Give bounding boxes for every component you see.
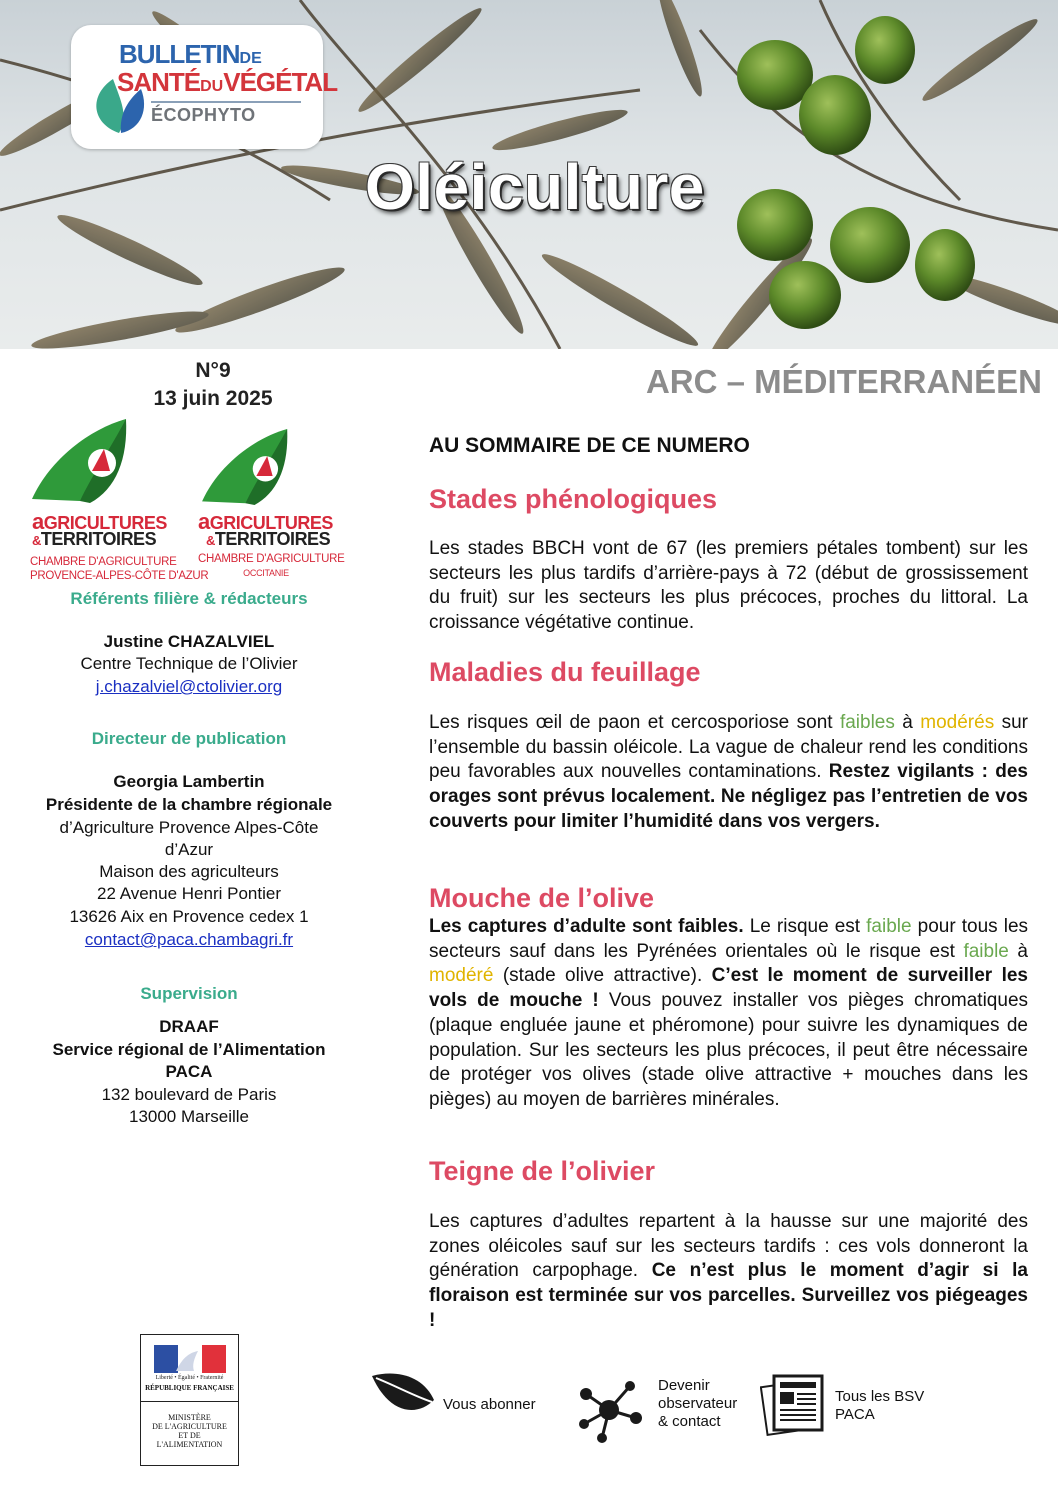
bsv-logo-line2: SANTÉDUVÉGÉTAL — [117, 67, 338, 97]
chamber-paca-sub: CHAMBRE D'AGRICULTURE PROVENCE-ALPES-CÔTE D'AZUR — [30, 556, 209, 582]
marianne-flag-icon — [154, 1345, 226, 1373]
risk-low-label: faibles — [839, 712, 895, 733]
referents-heading: Référents filière & rédacteurs — [70, 589, 308, 608]
chamber-paca-name2: &TERRITOIRES — [32, 529, 157, 549]
ministry-divider — [141, 1401, 238, 1402]
bsv-logo — [71, 25, 338, 149]
director-name: Georgia Lambertin — [113, 772, 265, 791]
chamber-occitanie-name2: &TERRITOIRES — [206, 529, 331, 549]
page-title: Oléiculture — [365, 151, 705, 223]
section-text-mouche: Les captures d’adulte sont faibles. Le risque est faible pour tous les secteurs sauf dans les Pyrénées orientales où le risque est faible à modéré (stade olive attractive). C’est le moment de surveiller les vols de mouche ! Vous pouvez installer vos pièges chromatiques (plaque engluée jaune et phéromone) pour suivre les dynamiques de population. Sur les secteurs les plus précoces, il peut être nécessaire de protéger vos olives (stade olive attractive + mouches dans les pièges) au moyen de barrières minérales. — [429, 916, 1029, 1110]
all-bulletins-link[interactable] — [760, 1372, 950, 1442]
ministry-motto: Liberté • Égalité • Fraternité — [155, 1375, 224, 1381]
section-title-mouche: Mouche de l’olive — [429, 883, 655, 913]
director-org-line2: d’Azur — [164, 840, 214, 859]
ministry-country: RÉPUBLIQUE FRANÇAISE — [145, 1384, 234, 1392]
supervision-name: DRAAF — [159, 1017, 219, 1036]
director-title: Présidente de la chambre régionale — [45, 795, 333, 814]
all-bulletins-label: Tous les BSV PACA — [835, 1388, 925, 1423]
ministry-name: MINISTÈRE DE L'AGRICULTURE ET DE L'ALIMENTATION — [152, 1413, 227, 1449]
network-icon — [572, 1372, 646, 1446]
observer-link[interactable] — [572, 1372, 752, 1452]
section-text-stades: Les stades BBCH vont de 67 (les premiers pétales tombent) sur les secteurs les plus tardifs d’arrière-pays à 72 (début de grossissement du fruit) sur les secteurs les plus précoces, proches du littoral. La croissance végétative continue. — [429, 538, 1028, 634]
risk-moderate-label: modéré — [429, 965, 494, 987]
risk-moderate-label: modérés — [920, 712, 995, 733]
bsv-logo-ecophyto: ÉCOPHYTO — [151, 105, 256, 125]
risk-low-label: faible — [866, 916, 912, 937]
section-text-maladies: Les risques œil de paon et cercosporiose sont faibles à modérés sur l’ensemble du bassin oléicole. La vague de chaleur rend les conditions peu favorables aux nouvelles contaminations. Restez vigilants : des orages sont prévus localement. Ne négligez pas l’entretien de vos couverts pour limiter l’humidité dans vos vergers. — [429, 712, 1028, 832]
referent-name: Justine CHAZALVIEL — [103, 632, 275, 651]
region-title: ARC – MÉDITERRANÉEN — [645, 363, 1042, 400]
director-address2: 22 Avenue Henri Pontier — [97, 884, 281, 903]
section-title-stades: Stades phénologiques — [429, 484, 718, 514]
subscribe-link[interactable] — [368, 1368, 558, 1438]
supervision-address2: 13000 Marseille — [128, 1107, 249, 1126]
left-column — [0, 349, 378, 1497]
director-email-link[interactable]: contact@paca.chambagri.fr — [84, 930, 294, 949]
ministry-logo — [140, 1334, 239, 1466]
newspaper-icon — [760, 1372, 826, 1436]
risk-low-label: faible — [963, 940, 1009, 962]
supervision-service: Service régional de l’Alimentation — [52, 1040, 326, 1059]
summary-heading: AU SOMMAIRE DE CE NUMERO — [429, 434, 750, 457]
referent-email-row — [0, 677, 378, 697]
chamber-paca-name1: aGRICULTURES — [32, 509, 167, 534]
supervision-address1: 132 boulevard de Paris — [101, 1085, 277, 1104]
issue-number: N°9 — [195, 359, 231, 382]
bsv-logo-line1: BULLETINDE — [119, 39, 262, 69]
referent-org: Centre Technique de l’Olivier — [80, 654, 298, 673]
chamber-paca-logo — [30, 419, 209, 582]
chamber-occitanie-logo — [198, 429, 348, 589]
supervision-region: PACA — [165, 1062, 213, 1081]
director-address3: 13626 Aix en Provence cedex 1 — [69, 907, 309, 926]
director-heading: Directeur de publication — [91, 729, 287, 748]
chamber-leaf-icon — [198, 429, 293, 505]
referent-email-link[interactable]: j.chazalviel@ctolivier.org — [95, 677, 283, 696]
director-address1: Maison des agriculteurs — [99, 862, 279, 881]
observer-label: Devenir observateur & contact — [658, 1377, 738, 1430]
chamber-leaf-icon — [30, 419, 130, 503]
leaf-icon — [370, 1370, 436, 1420]
director-org-line1: d’Agriculture Provence Alpes-Côte — [59, 818, 319, 837]
subscribe-label: Vous abonner — [443, 1396, 536, 1413]
header-banner — [0, 0, 1058, 349]
director-email-row — [0, 930, 378, 950]
section-text-teigne: Les captures d’adultes repartent à la hausse sur une majorité des zones oléicoles sauf sur les secteurs tardifs : ces vols donneront la génération carpophage. Ce n’est plus le moment d’agir si la floraison est terminée sur vos parcelles. Surveillez vos piégeages ! — [429, 1211, 1028, 1331]
chamber-occitanie-sub: CHAMBRE D'AGRICULTURE OCCITANIE — [198, 553, 345, 578]
section-title-teigne: Teigne de l’olivier — [429, 1156, 656, 1186]
bsv-logo-divider — [151, 101, 301, 103]
supervision-heading: Supervision — [140, 984, 238, 1003]
chamber-occitanie-name1: aGRICULTURES — [198, 509, 333, 534]
issue-date: 13 juin 2025 — [153, 387, 273, 410]
section-title-maladies: Maladies du feuillage — [429, 657, 701, 687]
